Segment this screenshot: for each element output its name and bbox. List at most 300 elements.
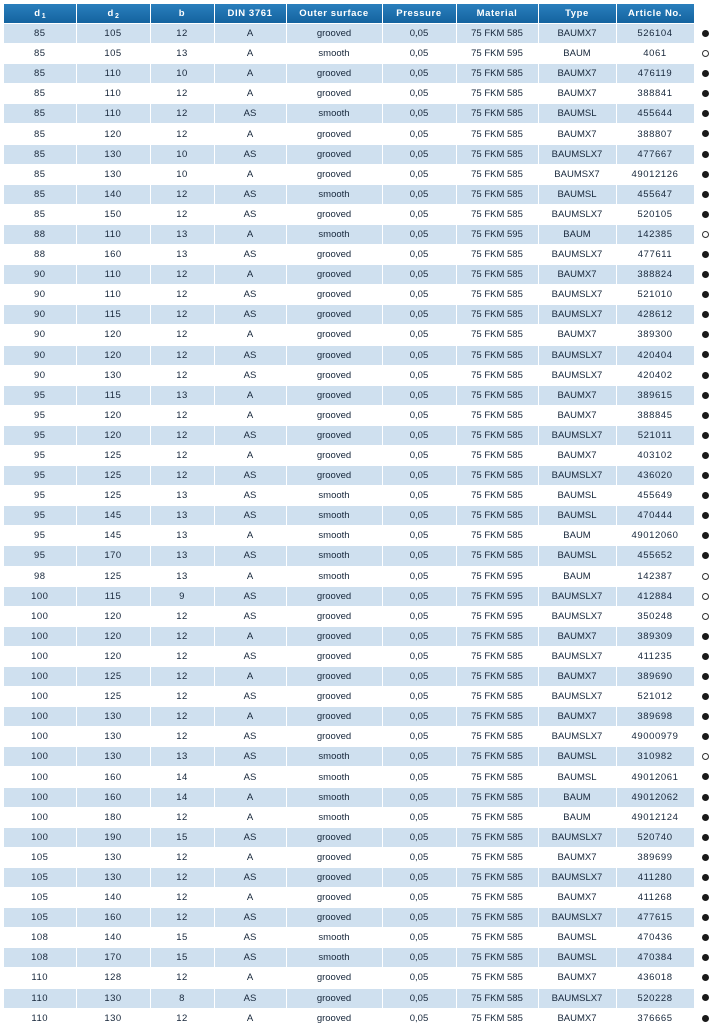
cell-b: 12	[150, 265, 214, 285]
table-row[interactable]	[4, 687, 716, 707]
cell-article-no: 49012124	[616, 807, 694, 827]
cell-article-no: 477667	[616, 144, 694, 164]
cell-b: 12	[150, 466, 214, 486]
cell-type: BAUMX7	[538, 124, 616, 144]
cell-outer-surface: smooth	[286, 44, 382, 64]
cell-din-3761: AS	[214, 184, 286, 204]
cell-material: 75 FKM 585	[456, 385, 538, 405]
table-row[interactable]	[4, 486, 716, 506]
cell-d1: 85	[4, 104, 76, 124]
col-availability[interactable]	[694, 4, 716, 24]
col-din-3761[interactable]: DIN 3761	[214, 4, 286, 24]
cell-b: 12	[150, 425, 214, 445]
cell-pressure: 0,05	[382, 747, 456, 767]
cell-outer-surface: smooth	[286, 807, 382, 827]
cell-d2: 140	[76, 928, 150, 948]
filled-circle-icon	[702, 251, 709, 258]
column-label-subscript: 1	[41, 13, 47, 20]
cell-d1: 105	[4, 847, 76, 867]
hollow-circle-icon	[702, 573, 709, 580]
cell-d2: 125	[76, 466, 150, 486]
cell-b: 12	[150, 807, 214, 827]
cell-article-no: 310982	[616, 747, 694, 767]
availability-indicator	[694, 265, 716, 285]
table-row[interactable]	[4, 606, 716, 626]
availability-indicator	[694, 345, 716, 365]
cell-pressure: 0,05	[382, 245, 456, 265]
table-row[interactable]	[4, 948, 716, 968]
cell-pressure: 0,05	[382, 24, 456, 44]
cell-material: 75 FKM 585	[456, 285, 538, 305]
table-body	[4, 24, 716, 1029]
cell-b: 12	[150, 445, 214, 465]
cell-outer-surface: grooved	[286, 24, 382, 44]
cell-article-no: 455647	[616, 184, 694, 204]
cell-pressure: 0,05	[382, 968, 456, 988]
availability-indicator	[694, 104, 716, 124]
cell-pressure: 0,05	[382, 888, 456, 908]
cell-material: 75 FKM 585	[456, 928, 538, 948]
cell-outer-surface: grooved	[286, 606, 382, 626]
cell-material: 75 FKM 585	[456, 626, 538, 646]
table-header-row	[4, 4, 716, 24]
cell-pressure: 0,05	[382, 124, 456, 144]
filled-circle-icon	[702, 130, 709, 137]
cell-din-3761: A	[214, 787, 286, 807]
table-row[interactable]	[4, 847, 716, 867]
cell-d2: 130	[76, 1008, 150, 1028]
cell-outer-surface: grooved	[286, 245, 382, 265]
availability-indicator	[694, 204, 716, 224]
table-header	[4, 4, 716, 24]
cell-b: 15	[150, 928, 214, 948]
cell-outer-surface: grooved	[286, 285, 382, 305]
table-row[interactable]	[4, 928, 716, 948]
cell-pressure: 0,05	[382, 44, 456, 64]
availability-indicator	[694, 968, 716, 988]
table-row[interactable]	[4, 787, 716, 807]
cell-d2: 125	[76, 566, 150, 586]
table-row[interactable]	[4, 827, 716, 847]
filled-circle-icon	[702, 814, 709, 821]
cell-pressure: 0,05	[382, 204, 456, 224]
cell-b: 14	[150, 767, 214, 787]
cell-pressure: 0,05	[382, 948, 456, 968]
cell-din-3761: A	[214, 807, 286, 827]
cell-d2: 105	[76, 24, 150, 44]
availability-indicator	[694, 144, 716, 164]
cell-material: 75 FKM 585	[456, 265, 538, 285]
table-row[interactable]	[4, 626, 716, 646]
cell-material: 75 FKM 595	[456, 224, 538, 244]
cell-material: 75 FKM 585	[456, 546, 538, 566]
table-row[interactable]	[4, 867, 716, 887]
cell-outer-surface: grooved	[286, 667, 382, 687]
cell-din-3761: AS	[214, 867, 286, 887]
cell-type: BAUMSLX7	[538, 345, 616, 365]
filled-circle-icon	[702, 532, 709, 539]
cell-pressure: 0,05	[382, 84, 456, 104]
availability-indicator	[694, 747, 716, 767]
cell-type: BAUMX7	[538, 405, 616, 425]
cell-type: BAUMSLX7	[538, 144, 616, 164]
filled-circle-icon	[702, 552, 709, 559]
table-row[interactable]	[4, 144, 716, 164]
cell-d2: 120	[76, 646, 150, 666]
cell-din-3761: A	[214, 265, 286, 285]
table-row[interactable]	[4, 727, 716, 747]
cell-outer-surface: grooved	[286, 626, 382, 646]
cell-article-no: 49012126	[616, 164, 694, 184]
col-article-no[interactable]: Article No.	[616, 4, 694, 24]
filled-circle-icon	[702, 151, 709, 158]
cell-article-no: 521011	[616, 425, 694, 445]
table-row[interactable]	[4, 164, 716, 184]
table-row[interactable]	[4, 245, 716, 265]
cell-d2: 160	[76, 767, 150, 787]
cell-d1: 110	[4, 1008, 76, 1028]
cell-d1: 100	[4, 767, 76, 787]
cell-d1: 90	[4, 305, 76, 325]
cell-d2: 125	[76, 486, 150, 506]
cell-d2: 130	[76, 707, 150, 727]
table-row[interactable]	[4, 667, 716, 687]
table-row[interactable]	[4, 586, 716, 606]
cell-outer-surface: grooved	[286, 988, 382, 1008]
availability-indicator	[694, 586, 716, 606]
table-row[interactable]	[4, 44, 716, 64]
cell-b: 13	[150, 747, 214, 767]
col-type[interactable]: Type	[538, 4, 616, 24]
table-row[interactable]	[4, 84, 716, 104]
cell-b: 13	[150, 506, 214, 526]
availability-indicator	[694, 506, 716, 526]
table-row[interactable]	[4, 646, 716, 666]
table-row[interactable]	[4, 506, 716, 526]
cell-outer-surface: grooved	[286, 204, 382, 224]
cell-pressure: 0,05	[382, 506, 456, 526]
cell-type: BAUMSLX7	[538, 586, 616, 606]
cell-outer-surface: grooved	[286, 586, 382, 606]
cell-material: 75 FKM 585	[456, 365, 538, 385]
table-row[interactable]	[4, 224, 716, 244]
filled-circle-icon	[702, 90, 709, 97]
table-row[interactable]	[4, 747, 716, 767]
column-label: d	[34, 8, 41, 19]
availability-indicator	[694, 285, 716, 305]
table-row[interactable]	[4, 365, 716, 385]
availability-indicator	[694, 566, 716, 586]
table-row[interactable]	[4, 104, 716, 124]
cell-d1: 95	[4, 466, 76, 486]
cell-din-3761: AS	[214, 345, 286, 365]
cell-outer-surface: smooth	[286, 566, 382, 586]
cell-pressure: 0,05	[382, 687, 456, 707]
availability-indicator	[694, 1008, 716, 1028]
filled-circle-icon	[702, 693, 709, 700]
cell-b: 15	[150, 948, 214, 968]
col-d2[interactable]	[76, 4, 150, 24]
cell-d2: 160	[76, 908, 150, 928]
cell-d1: 95	[4, 546, 76, 566]
cell-b: 12	[150, 345, 214, 365]
cell-material: 75 FKM 585	[456, 144, 538, 164]
cell-b: 12	[150, 667, 214, 687]
cell-type: BAUMX7	[538, 265, 616, 285]
cell-d1: 100	[4, 626, 76, 646]
filled-circle-icon	[702, 70, 709, 77]
cell-pressure: 0,05	[382, 104, 456, 124]
cell-d2: 128	[76, 968, 150, 988]
cell-din-3761: A	[214, 526, 286, 546]
cell-b: 12	[150, 908, 214, 928]
cell-article-no: 455644	[616, 104, 694, 124]
cell-outer-surface: grooved	[286, 144, 382, 164]
cell-material: 75 FKM 585	[456, 84, 538, 104]
cell-article-no: 389615	[616, 385, 694, 405]
table-row[interactable]	[4, 64, 716, 84]
cell-material: 75 FKM 585	[456, 305, 538, 325]
cell-pressure: 0,05	[382, 827, 456, 847]
cell-d1: 85	[4, 64, 76, 84]
table-row[interactable]	[4, 405, 716, 425]
cell-outer-surface: grooved	[286, 968, 382, 988]
cell-din-3761: AS	[214, 285, 286, 305]
cell-din-3761: AS	[214, 747, 286, 767]
col-outer-surface[interactable]: Outer surface	[286, 4, 382, 24]
cell-pressure: 0,05	[382, 184, 456, 204]
cell-article-no: 403102	[616, 445, 694, 465]
cell-pressure: 0,05	[382, 265, 456, 285]
cell-din-3761: AS	[214, 506, 286, 526]
cell-d1: 100	[4, 787, 76, 807]
cell-material: 75 FKM 585	[456, 727, 538, 747]
table-row[interactable]	[4, 265, 716, 285]
cell-d1: 100	[4, 827, 76, 847]
cell-article-no: 388824	[616, 265, 694, 285]
cell-material: 75 FKM 585	[456, 345, 538, 365]
cell-type: BAUMSL	[538, 747, 616, 767]
cell-article-no: 455649	[616, 486, 694, 506]
cell-article-no: 455652	[616, 546, 694, 566]
table-row[interactable]	[4, 968, 716, 988]
cell-outer-surface: smooth	[286, 486, 382, 506]
cell-pressure: 0,05	[382, 445, 456, 465]
cell-b: 12	[150, 365, 214, 385]
cell-outer-surface: smooth	[286, 546, 382, 566]
filled-circle-icon	[702, 472, 709, 479]
col-pressure[interactable]: Pressure	[382, 4, 456, 24]
cell-material: 75 FKM 585	[456, 204, 538, 224]
table-row[interactable]	[4, 988, 716, 1008]
cell-pressure: 0,05	[382, 405, 456, 425]
cell-d2: 115	[76, 586, 150, 606]
cell-article-no: 428612	[616, 305, 694, 325]
cell-b: 13	[150, 526, 214, 546]
table-row[interactable]	[4, 807, 716, 827]
cell-d2: 120	[76, 626, 150, 646]
availability-indicator	[694, 707, 716, 727]
cell-outer-surface: smooth	[286, 747, 382, 767]
cell-material: 75 FKM 585	[456, 787, 538, 807]
cell-b: 12	[150, 405, 214, 425]
cell-b: 12	[150, 24, 214, 44]
table-row[interactable]	[4, 526, 716, 546]
cell-b: 12	[150, 606, 214, 626]
col-b[interactable]: b	[150, 4, 214, 24]
cell-type: BAUMSL	[538, 767, 616, 787]
cell-din-3761: AS	[214, 204, 286, 224]
cell-material: 75 FKM 585	[456, 425, 538, 445]
cell-pressure: 0,05	[382, 586, 456, 606]
cell-d1: 85	[4, 84, 76, 104]
cell-outer-surface: grooved	[286, 64, 382, 84]
cell-type: BAUMX7	[538, 707, 616, 727]
filled-circle-icon	[702, 954, 709, 961]
table-row[interactable]	[4, 24, 716, 44]
availability-indicator	[694, 767, 716, 787]
cell-b: 12	[150, 847, 214, 867]
table-row[interactable]	[4, 345, 716, 365]
cell-pressure: 0,05	[382, 64, 456, 84]
cell-article-no: 412884	[616, 586, 694, 606]
cell-d1: 100	[4, 667, 76, 687]
cell-d2: 150	[76, 204, 150, 224]
cell-d2: 145	[76, 506, 150, 526]
cell-d1: 105	[4, 908, 76, 928]
cell-material: 75 FKM 585	[456, 687, 538, 707]
cell-d1: 95	[4, 486, 76, 506]
cell-material: 75 FKM 585	[456, 486, 538, 506]
table-row[interactable]	[4, 908, 716, 928]
cell-pressure: 0,05	[382, 325, 456, 345]
availability-indicator	[694, 305, 716, 325]
table-row[interactable]	[4, 124, 716, 144]
filled-circle-icon	[702, 392, 709, 399]
table-row[interactable]	[4, 445, 716, 465]
cell-material: 75 FKM 585	[456, 124, 538, 144]
table-row[interactable]	[4, 888, 716, 908]
cell-pressure: 0,05	[382, 466, 456, 486]
table-row[interactable]	[4, 305, 716, 325]
cell-d2: 120	[76, 405, 150, 425]
cell-article-no: 411268	[616, 888, 694, 908]
hollow-circle-icon	[702, 613, 709, 620]
cell-din-3761: A	[214, 44, 286, 64]
availability-indicator	[694, 928, 716, 948]
table-row[interactable]	[4, 204, 716, 224]
cell-d2: 130	[76, 847, 150, 867]
cell-outer-surface: smooth	[286, 928, 382, 948]
availability-indicator	[694, 184, 716, 204]
cell-type: BAUMX7	[538, 325, 616, 345]
cell-material: 75 FKM 585	[456, 888, 538, 908]
filled-circle-icon	[702, 834, 709, 841]
cell-material: 75 FKM 585	[456, 767, 538, 787]
cell-d2: 140	[76, 184, 150, 204]
col-material[interactable]: Material	[456, 4, 538, 24]
cell-d1: 110	[4, 988, 76, 1008]
filled-circle-icon	[702, 171, 709, 178]
cell-material: 75 FKM 585	[456, 847, 538, 867]
table-row[interactable]	[4, 466, 716, 486]
cell-d2: 145	[76, 526, 150, 546]
table-row[interactable]	[4, 285, 716, 305]
table-row[interactable]	[4, 1008, 716, 1028]
cell-d1: 85	[4, 184, 76, 204]
filled-circle-icon	[702, 452, 709, 459]
cell-din-3761: A	[214, 707, 286, 727]
cell-b: 12	[150, 104, 214, 124]
cell-type: BAUMSLX7	[538, 646, 616, 666]
filled-circle-icon	[702, 291, 709, 298]
cell-din-3761: AS	[214, 245, 286, 265]
cell-type: BAUMX7	[538, 385, 616, 405]
table-row[interactable]	[4, 707, 716, 727]
cell-d2: 130	[76, 727, 150, 747]
cell-material: 75 FKM 595	[456, 566, 538, 586]
cell-din-3761: A	[214, 445, 286, 465]
filled-circle-icon	[702, 874, 709, 881]
cell-material: 75 FKM 585	[456, 646, 538, 666]
cell-outer-surface: grooved	[286, 908, 382, 928]
cell-d2: 160	[76, 787, 150, 807]
table-row[interactable]	[4, 546, 716, 566]
cell-outer-surface: grooved	[286, 827, 382, 847]
cell-article-no: 477611	[616, 245, 694, 265]
cell-b: 12	[150, 968, 214, 988]
cell-din-3761: AS	[214, 827, 286, 847]
cell-type: BAUMSLX7	[538, 365, 616, 385]
filled-circle-icon	[702, 432, 709, 439]
cell-outer-surface: grooved	[286, 305, 382, 325]
table-row[interactable]	[4, 566, 716, 586]
cell-material: 75 FKM 595	[456, 586, 538, 606]
filled-circle-icon	[702, 934, 709, 941]
filled-circle-icon	[702, 733, 709, 740]
availability-indicator	[694, 948, 716, 968]
table-row[interactable]	[4, 385, 716, 405]
availability-indicator	[694, 546, 716, 566]
cell-b: 10	[150, 64, 214, 84]
cell-article-no: 477615	[616, 908, 694, 928]
cell-article-no: 389698	[616, 707, 694, 727]
cell-article-no: 411280	[616, 867, 694, 887]
product-spec-table	[4, 4, 716, 1029]
cell-din-3761: A	[214, 968, 286, 988]
cell-d2: 110	[76, 265, 150, 285]
table-row[interactable]	[4, 425, 716, 445]
cell-din-3761: A	[214, 124, 286, 144]
cell-type: BAUM	[538, 566, 616, 586]
table-row[interactable]	[4, 325, 716, 345]
cell-d1: 95	[4, 506, 76, 526]
cell-d1: 95	[4, 526, 76, 546]
cell-d2: 130	[76, 144, 150, 164]
cell-article-no: 388807	[616, 124, 694, 144]
cell-din-3761: A	[214, 626, 286, 646]
cell-d2: 125	[76, 445, 150, 465]
cell-article-no: 476119	[616, 64, 694, 84]
table-row[interactable]	[4, 767, 716, 787]
filled-circle-icon	[702, 372, 709, 379]
table-row[interactable]	[4, 184, 716, 204]
cell-d1: 100	[4, 687, 76, 707]
cell-article-no: 420404	[616, 345, 694, 365]
filled-circle-icon	[702, 271, 709, 278]
cell-b: 12	[150, 285, 214, 305]
col-d1[interactable]	[4, 4, 76, 24]
